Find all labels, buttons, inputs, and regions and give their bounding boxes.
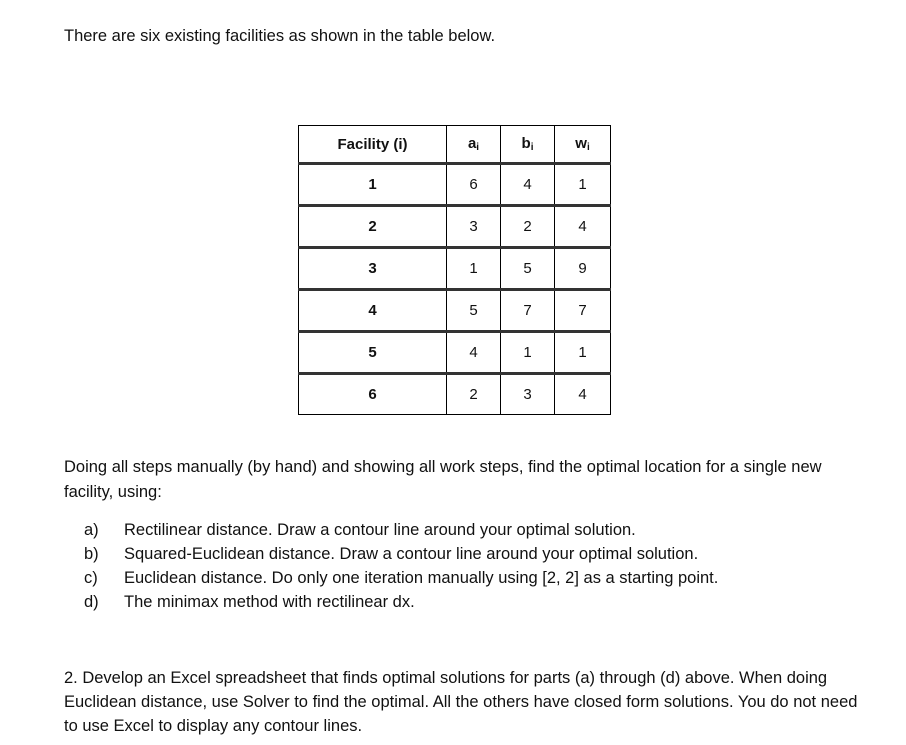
- header-a: $a_i$: [447, 126, 501, 164]
- task-marker: d): [84, 593, 99, 611]
- task-marker: c): [84, 569, 98, 587]
- b-cell: 5: [501, 248, 555, 290]
- b-cell: 3: [501, 374, 555, 415]
- task-text: Rectilinear distance. Draw a contour line around your optimal solution.: [124, 521, 636, 539]
- a-cell: 4: [447, 332, 501, 374]
- a-cell: 6: [447, 164, 501, 206]
- header-facility: Facility (i): [299, 126, 447, 164]
- table-row: [299, 290, 611, 332]
- b-cell: 1: [501, 332, 555, 374]
- a-cell: 5: [447, 290, 501, 332]
- table-row: [299, 374, 611, 415]
- facility-cell: 2: [299, 206, 447, 248]
- w-cell: 1: [555, 332, 611, 374]
- facility-cell: 6: [299, 374, 447, 415]
- facility-cell: 4: [299, 290, 447, 332]
- b-cell: 7: [501, 290, 555, 332]
- table-row: [299, 332, 611, 374]
- a-cell: 3: [447, 206, 501, 248]
- facilities-table: [298, 125, 611, 415]
- table-row: [299, 164, 611, 206]
- task-list: [84, 518, 718, 614]
- table-row: [299, 206, 611, 248]
- list-item: [84, 518, 718, 542]
- w-cell: 4: [555, 206, 611, 248]
- list-item: [84, 542, 718, 566]
- facility-cell: 5: [299, 332, 447, 374]
- b-cell: 2: [501, 206, 555, 248]
- intro-text: There are six existing facilities as shown in the table below.: [64, 27, 496, 45]
- w-cell: 9: [555, 248, 611, 290]
- b-cell: 4: [501, 164, 555, 206]
- table-row: [299, 248, 611, 290]
- a-cell: 2: [447, 374, 501, 415]
- a-cell: 1: [447, 248, 501, 290]
- table-header-row: [299, 126, 611, 164]
- question-2-paragraph: 2. Develop an Excel spreadsheet that finds optimal solutions for parts (a) through (d) above. When doing Euclidean distance, use Solver to find the optimal. All the others have closed form solutions. You do not need to use Excel to display any contour lines.: [64, 669, 858, 735]
- w-cell: 4: [555, 374, 611, 415]
- task-marker: a): [84, 521, 99, 539]
- task-text: The minimax method with rectilinear dx.: [124, 593, 415, 611]
- task-text: Euclidean distance. Do only one iteration manually using [2, 2] as a starting point.: [124, 569, 719, 587]
- list-item: [84, 566, 718, 590]
- facility-cell: 1: [299, 164, 447, 206]
- task-text: Squared-Euclidean distance. Draw a contour line around your optimal solution.: [124, 545, 699, 563]
- list-item: [84, 590, 718, 614]
- w-cell: 1: [555, 164, 611, 206]
- instructions-paragraph: Doing all steps manually (by hand) and showing all work steps, find the optimal location for a single new facility, using:: [64, 458, 822, 501]
- header-b: $b_i$: [501, 126, 555, 164]
- task-marker: b): [84, 545, 99, 563]
- header-w: $w_i$: [555, 126, 611, 164]
- facility-cell: 3: [299, 248, 447, 290]
- w-cell: 7: [555, 290, 611, 332]
